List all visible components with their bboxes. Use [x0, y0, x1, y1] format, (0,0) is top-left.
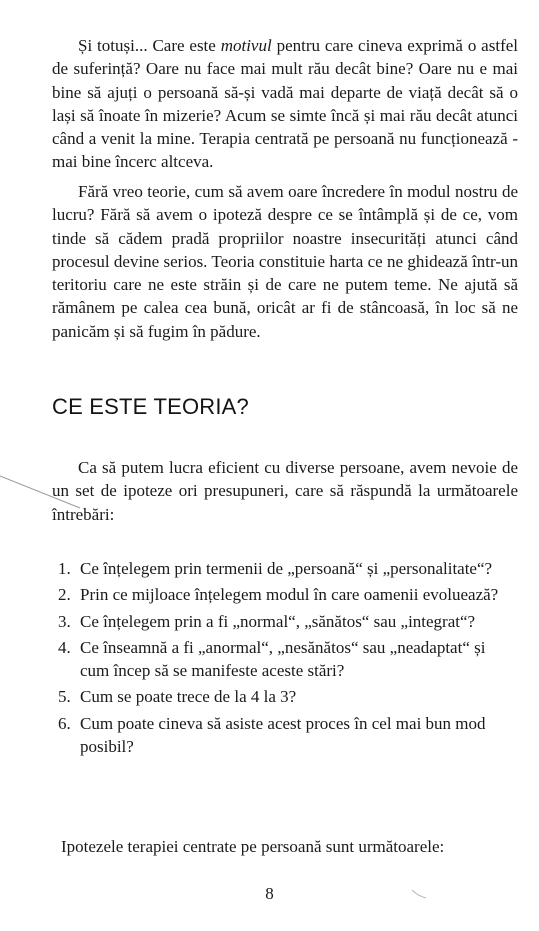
- list-item-text: Cum poate cineva să asiste acest proces în cel mai bun mod posibil?: [80, 713, 486, 757]
- paragraph-1-text-end: pentru care cineva exprimă o astfel de suferință? Oare nu face mai mult rău decât bine? Oare nu e mai bine să ajuți o persoană să-și vadă mai departe de viață decât să o lași să înoate în mizerie? Acum se simte încă și mai rău decât atunci când a venit la mine. Terapia centrată pe persoană nu funcționează - mai bine încerc altceva.: [52, 36, 518, 172]
- list-item-text: Prin ce mijloace înțelegem modul în care oamenii evoluează?: [80, 585, 499, 605]
- list-item-number: 4.: [58, 637, 71, 657]
- list-item-number: 6.: [58, 713, 71, 733]
- paragraph-2-text: Fără vreo teorie, cum să avem oare încredere în modul nostru de lucru? Fără să avem o ipoteză despre ce se întâmplă și de ce, vom tinde să cădem pradă propriilor noastre insecurități atunci când procesul devine serios. Teoria constituie harta ce ne ghidează într-un teritoriu care ne este străin și de care ne putem teme. Ne ajută să rămânem pe calea cea bună, oricât ar fi de stâncoasă, în loc să ne panicăm și să fugim în pădure.: [52, 182, 518, 341]
- list-item: [58, 685, 518, 708]
- paragraph-1-text-start: Și totuși... Care este: [78, 36, 221, 55]
- list-item-text: Ce înțelegem prin termenii de „persoană“ și „personalitate“?: [80, 559, 493, 578]
- question-list: [58, 557, 518, 761]
- paragraph-1-italic-word: motivul: [220, 36, 272, 55]
- section-heading: CE ESTE TEORIA?: [52, 394, 249, 419]
- list-item-number: 5.: [58, 687, 71, 707]
- list-item-text: Ce înseamnă a fi „anormal“, „nesănătos“ sau „neadaptat“ și cum încep să se manifeste aceste stări?: [80, 637, 486, 681]
- list-item: [58, 610, 518, 633]
- paragraph-3: [52, 456, 518, 526]
- list-item: [58, 712, 518, 759]
- list-item: [58, 583, 518, 606]
- list-item: [58, 636, 518, 683]
- closing-sentence: Ipotezele terapiei centrate pe persoană sunt următoarele:: [61, 837, 445, 856]
- list-item-number: 1.: [58, 559, 71, 578]
- list-item-number: 2.: [58, 585, 71, 605]
- paragraph-2: [52, 180, 518, 343]
- list-item-text: Ce înțelegem prin a fi „normal“, „sănătos“ sau „integrat“?: [80, 611, 476, 631]
- list-item: [58, 557, 518, 580]
- list-item-text: Cum se poate trece de la 4 la 3?: [80, 687, 297, 707]
- list-item-number: 3.: [58, 611, 71, 631]
- paragraph-1: [52, 34, 518, 174]
- paragraph-3-text: Ca să putem lucra eficient cu diverse persoane, avem nevoie de un set de ipoteze ori presupuneri, care să răspundă la următoarele întrebări:: [52, 458, 518, 524]
- page-number: 8: [265, 884, 274, 903]
